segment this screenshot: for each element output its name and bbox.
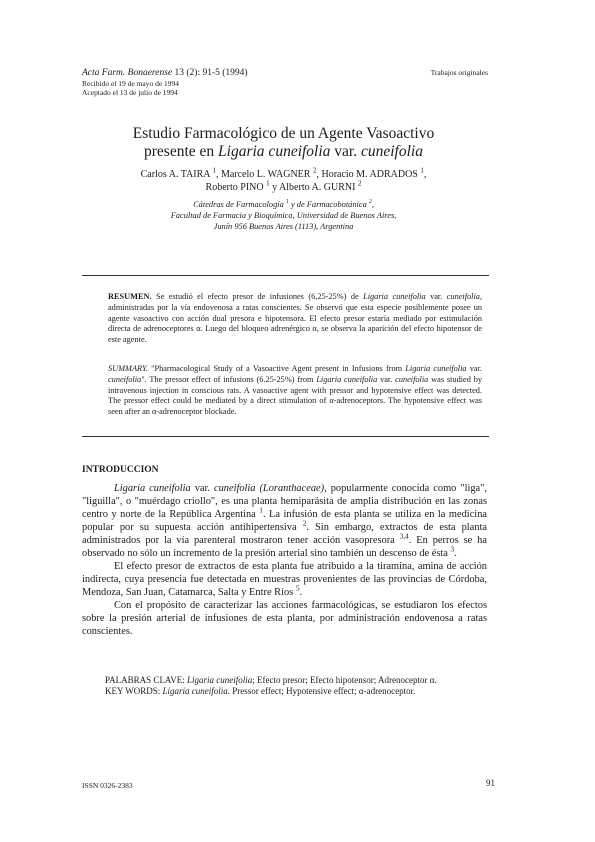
page-number: 91 <box>486 778 495 788</box>
section-label: Trabajos originales <box>430 68 488 77</box>
intro-species: Ligaria cuneifolia <box>114 483 191 494</box>
issn: ISSN 0326-2383 <box>82 781 133 790</box>
affiliation-dept-1: Cátedras de Farmacología <box>193 200 284 209</box>
title-var: var. <box>330 143 361 160</box>
intro-p2-end: . <box>299 587 303 598</box>
intro-text-c: . La infusión de esta planta se utiliza en la medicina popular por su supuesta acción antihipertensiva <box>82 509 487 533</box>
intro-body <box>82 482 487 638</box>
affiliation-address: Junín 956 Buenos Aires (1113), Argentina <box>213 222 354 231</box>
author-4-sup: 1 <box>266 179 270 188</box>
affiliation-faculty: Facultad de Farmacia y Bioquímica, Universidad de Buenos Aires, <box>170 211 397 220</box>
journal-name: Acta Farm. Bonaerense <box>82 68 173 78</box>
intro-p2-text: El efecto presor de extractos de esta planta fue atribuido a la tiramina, amina de acción indirecta, cuya presencia fue detectada en muestras provenientes de las provincias de Córdoba, Mendoza, San Juan, Catamarca, Salta y Entre Ríos <box>82 561 487 598</box>
affiliation-sup-2: 2 <box>368 199 372 206</box>
keywords-spanish <box>105 675 495 686</box>
journal-volume: 13 (2): 91-5 (1994) <box>174 68 248 78</box>
received-date: Recibido el 19 de mayo de 1994 <box>82 79 180 88</box>
ref-5: 5 <box>295 584 300 593</box>
title-variety: cuneifolia <box>360 143 423 160</box>
keywords-en-species: Ligaria cuneifolia <box>162 686 228 696</box>
intro-text-d: . Sin embargo, extractos de esta planta administrados por la vía parenteral mostraron tener acción vasopresora <box>82 522 487 546</box>
abstract-en-text-4: var. <box>377 374 396 384</box>
author-5-sup: 2 <box>357 179 362 188</box>
author-list <box>82 166 485 194</box>
abstract-en-lead: SUMMARY. <box>108 364 148 373</box>
intro-text-e: . En perros se ha observado no sólo un incremento de la presión arterial sino también un descenso de ésta <box>82 535 487 559</box>
abstract-en-text-2: var. <box>466 364 482 373</box>
author-3-comma: , <box>423 169 427 180</box>
keywords-es-label: PALABRAS CLAVE: <box>105 675 188 685</box>
abstract-es-text-3: , administradas por la vía endovenosa a ratas conscientes. Se observó que esta especie posiblemente posee un agente vasoactivo con acción dual presora e hipotensora. El efecto presor estaría mediado por estimulación directa de adrenoceptores α. Luego del bloqueo adrenérgico α, se observa la aparición del efecto hipotensor de este agente. <box>108 292 483 345</box>
intro-paragraph-2 <box>82 560 487 599</box>
section-heading-intro: INTRODUCCION <box>82 465 159 475</box>
ref-3-4: 3,4 <box>399 532 409 541</box>
affiliation-comma: , <box>371 200 374 209</box>
ref-1: 1 <box>259 506 263 515</box>
journal-header <box>82 68 248 97</box>
intro-variety: cuneifolia (Loranthaceae) <box>213 483 325 494</box>
intro-text-b: , popularmente conocida como "liga", "liguilla", o "muérdago criollo", es una planta hemiparásita de amplia distribución en las zonas centro y norte de la República Argentina <box>82 483 487 520</box>
intro-paragraph-3: Con el propósito de caracterizar las acciones farmacológicas, se estudiaron los efectos sobre la presión arterial de infusiones de esta planta, por administración endovenosa a ratas conscientes. <box>82 600 487 637</box>
intro-text-a: var. <box>190 483 214 494</box>
abstract-en-text-5: was studied by intravenous injection in conscious rats. A vasoactive agent with pressor and hypotensive effect was detected. The pressor effect could be mediated by a direct stimulation of α-adrenoceptors. The hypotensive effect was seen after an α-adrenoceptor blockade. <box>108 374 483 417</box>
title-species: Ligaria cuneifolia <box>218 143 331 160</box>
abstract-en-text-1: "Pharmacological Study of a Vasoactive Agent present in Infusions from <box>147 364 406 373</box>
affiliation <box>82 199 485 232</box>
title-line-2 <box>82 143 485 161</box>
title-prefix: presente en <box>144 143 219 160</box>
author-3: , Horacio M. ADRADOS <box>316 169 418 180</box>
keywords-english <box>105 686 495 697</box>
ref-3: 3 <box>450 545 455 554</box>
ref-2: 2 <box>302 519 307 528</box>
author-2-sup: 2 <box>312 166 317 175</box>
abstract-spanish <box>108 292 482 346</box>
keywords-es-species: Ligaria cuneifolia <box>187 675 253 685</box>
author-1: Carlos A. TAIRA <box>140 169 210 180</box>
paper-title <box>82 125 485 161</box>
abstract-en-species: Ligaria cuneifolia <box>405 364 467 373</box>
abstract-es-species: Ligaria cuneifolia <box>363 292 426 301</box>
abstract-es-lead: RESUMEN. <box>108 292 152 301</box>
intro-text-f: . <box>454 548 457 559</box>
abstract-en-variety: cuneifolia <box>108 374 142 384</box>
affiliation-sup-1: 1 <box>285 199 289 206</box>
keywords-es-rest: ; Efecto presor; Efecto hipotensor; Adrenoceptor α. <box>252 675 437 685</box>
accepted-date: Aceptado el 13 de julio de 1994 <box>82 88 178 97</box>
author-1-sup: 1 <box>212 166 216 175</box>
abstract-es-text-1: Se estudió el efecto presor de infusiones (6,25-25%) de <box>151 292 364 301</box>
abstract-english <box>108 364 482 418</box>
abstract-en-variety-2: cuneifolia <box>395 374 429 384</box>
keywords-en-label: KEY WORDS: <box>105 686 163 696</box>
author-2: , Marcelo L. WAGNER <box>215 169 311 180</box>
author-4: Roberto PINO <box>205 181 264 193</box>
abstract-es-variety: cuneifolia <box>446 292 480 301</box>
author-5: y Alberto A. GURNI <box>269 181 356 193</box>
affiliation-dept-2: y de Farmacobotánica <box>288 200 367 209</box>
abstract-top-rule <box>82 275 489 276</box>
intro-paragraph-1 <box>82 482 487 560</box>
abstract-bottom-rule <box>82 436 489 437</box>
title-line-1: Estudio Farmacológico de un Agente Vasoactivo <box>132 125 435 142</box>
abstract-en-text-3: ". The pressor effect of infusions (6.25-25%) from <box>141 374 317 384</box>
abstract-es-text-2: var. <box>425 292 447 301</box>
keywords <box>105 675 495 697</box>
keywords-en-rest: . Pressor effect; Hypotensive effect; α-adrenoceptor. <box>227 686 416 696</box>
author-3-sup: 1 <box>420 166 424 175</box>
abstract-en-species-2: Ligaria cuneifolia <box>316 374 378 384</box>
